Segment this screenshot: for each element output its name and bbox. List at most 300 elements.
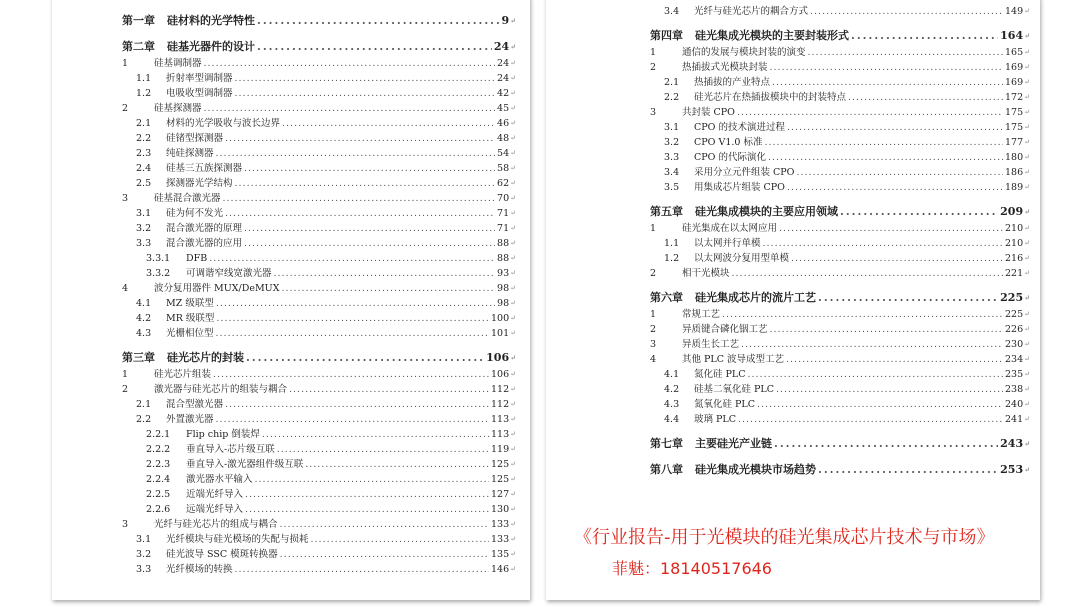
toc-entry-page: 42 (497, 88, 510, 99)
toc-entry-page: 125 (490, 474, 510, 485)
paragraph-mark-icon: ↵ (1024, 400, 1030, 408)
toc-entry-page: 180 (1004, 152, 1024, 163)
report-title: 《行业报告-用于光模块的硅光集成芯片技术与市场》 (574, 527, 995, 548)
paragraph-mark-icon: ↵ (510, 445, 516, 453)
toc-entry-page: 45 (497, 103, 510, 114)
toc-entry[interactable] (122, 161, 516, 176)
toc-entry[interactable] (122, 487, 516, 502)
toc-entry-title: 混合激光器的应用 (166, 238, 243, 249)
toc-entry[interactable] (122, 191, 516, 206)
toc-entry[interactable] (122, 472, 516, 487)
toc-entry[interactable] (122, 442, 516, 457)
toc-entry-title: 折射率型调制器 (166, 73, 233, 84)
toc-entry[interactable] (122, 236, 516, 251)
toc-entry[interactable] (650, 322, 1030, 337)
paragraph-mark-icon: ↵ (1024, 340, 1030, 348)
toc-entry[interactable] (650, 150, 1030, 165)
toc-entry[interactable] (650, 45, 1030, 60)
toc-entry[interactable] (122, 296, 516, 311)
paragraph-mark-icon: ↵ (1024, 108, 1030, 116)
toc-entry-number: 4.2 (136, 313, 152, 324)
toc-entry-number: 4.3 (136, 328, 152, 339)
toc-entry[interactable] (122, 146, 516, 161)
paragraph-mark-icon: ↵ (510, 74, 516, 82)
toc-entry[interactable] (650, 135, 1030, 150)
toc-entry-number: 3.2 (136, 223, 152, 234)
toc-entry[interactable] (650, 266, 1030, 281)
paragraph-mark-icon: ↵ (510, 565, 516, 573)
toc-entry-title: 硅光集成在以太网应用 (682, 223, 778, 234)
toc-entry-page: 100 (490, 313, 510, 324)
toc-dot-leader (246, 348, 484, 367)
paragraph-mark-icon: ↵ (510, 269, 516, 277)
toc-entry-page: 24 (497, 58, 510, 69)
toc-entry-title: 异质键合磷化铟工艺 (682, 324, 768, 335)
toc-entry[interactable] (122, 101, 516, 116)
toc-entry[interactable] (650, 105, 1030, 120)
toc-dot-leader (225, 397, 489, 412)
toc-entry-page: 226 (1004, 324, 1024, 335)
toc-entry-number: 3.3 (136, 564, 152, 575)
toc-entry-number: 2.3 (136, 148, 152, 159)
toc-dot-leader (722, 307, 1003, 322)
paragraph-mark-icon: ↵ (1024, 168, 1030, 176)
paragraph-mark-icon: ↵ (510, 460, 516, 468)
toc-entry-title: 探测器光学结构 (166, 178, 233, 189)
toc-entry[interactable] (650, 382, 1030, 397)
toc-dot-leader (244, 221, 495, 236)
toc-entry-number: 第五章 (650, 205, 683, 218)
toc-entry-page: 54 (497, 148, 510, 159)
toc-entry[interactable] (122, 71, 516, 86)
toc-entry[interactable] (650, 307, 1030, 322)
toc-entry[interactable] (650, 90, 1030, 105)
toc-entry-page: 172 (1004, 92, 1024, 103)
paragraph-mark-icon: ↵ (510, 415, 516, 423)
toc-entry[interactable] (650, 60, 1030, 75)
paragraph-mark-icon: ↵ (1024, 465, 1030, 474)
toc-dot-leader (277, 442, 489, 457)
toc-entry[interactable] (122, 311, 516, 326)
toc-entry-number: 3.3 (664, 152, 680, 163)
toc-dot-leader (848, 90, 1003, 105)
toc-list-left (52, 4, 530, 577)
toc-entry-title: CPO 的技术演进过程 (694, 122, 785, 133)
toc-entry-title: CPO V1.0 标准 (694, 137, 763, 148)
paragraph-mark-icon: ↵ (510, 254, 516, 262)
toc-dot-leader (204, 101, 496, 116)
toc-entry-page: 130 (490, 504, 510, 515)
paragraph-mark-icon: ↵ (510, 329, 516, 337)
toc-entry-number: 3.3 (136, 238, 152, 249)
toc-entry-title: 外置激光器 (166, 414, 214, 425)
toc-dot-leader (787, 180, 1003, 195)
toc-dot-leader (772, 75, 1003, 90)
toc-entry-number: 2.5 (136, 178, 152, 189)
toc-entry[interactable] (122, 251, 516, 266)
toc-entry-page: 127 (490, 489, 510, 500)
toc-entry-title: 用集成芯片组装 CPO (694, 182, 785, 193)
toc-entry-number: 第七章 (650, 437, 683, 450)
toc-entry-page: 133 (490, 519, 510, 530)
toc-entry-title: 硅光集成光模块的主要封装形式 (695, 29, 849, 42)
toc-entry-page: 216 (1004, 253, 1024, 264)
toc-dot-leader (213, 367, 489, 382)
paragraph-mark-icon: ↵ (510, 224, 516, 232)
toc-dot-leader (274, 266, 496, 281)
toc-entry[interactable] (650, 4, 1030, 19)
toc-entry[interactable] (650, 180, 1030, 195)
toc-entry-title: 远端光纤导入 (186, 504, 244, 515)
toc-chapter-entry[interactable] (122, 37, 516, 56)
toc-entry-title: 光栅相位型 (166, 328, 214, 339)
toc-entry-number: 3 (122, 193, 129, 204)
toc-entry-number: 2.2 (136, 133, 152, 144)
toc-entry-number: 3.1 (136, 208, 152, 219)
toc-dot-leader (810, 4, 1003, 19)
toc-entry-title: 氮化硅 PLC (694, 369, 746, 380)
toc-entry[interactable] (122, 547, 516, 562)
toc-entry-title: MR 级联型 (166, 313, 215, 324)
toc-entry[interactable] (650, 236, 1030, 251)
toc-entry-number: 4.3 (664, 399, 680, 410)
toc-entry-page: 175 (1004, 122, 1024, 133)
toc-entry-page: 210 (1004, 238, 1024, 249)
toc-entry[interactable] (650, 120, 1030, 135)
paragraph-mark-icon: ↵ (510, 59, 516, 67)
toc-entry-title: 硅光芯片组装 (154, 369, 212, 380)
toc-entry-page: 71 (497, 208, 510, 219)
toc-entry-page: 24 (497, 73, 510, 84)
toc-entry-page: 71 (497, 223, 510, 234)
toc-dot-leader (280, 547, 489, 562)
toc-entry-number: 3.1 (664, 122, 680, 133)
paragraph-mark-icon: ↵ (510, 239, 516, 247)
toc-entry[interactable] (122, 176, 516, 191)
toc-entry-title: 硅光集成芯片的流片工艺 (695, 291, 816, 304)
toc-dot-leader (225, 131, 495, 146)
toc-entry-page: 177 (1004, 137, 1024, 148)
toc-entry-number: 第四章 (650, 29, 683, 42)
toc-entry[interactable] (122, 367, 516, 382)
toc-entry-title: 垂直导入-芯片级互联 (186, 444, 275, 455)
paragraph-mark-icon: ↵ (510, 42, 516, 51)
toc-entry-number: 第三章 (122, 351, 155, 364)
toc-entry-page: 125 (490, 459, 510, 470)
toc-entry-page: 210 (1004, 223, 1024, 234)
paragraph-mark-icon: ↵ (1024, 355, 1030, 363)
toc-entry-page: 88 (497, 253, 510, 264)
toc-entry-title: 硅基光器件的设计 (167, 40, 255, 53)
toc-entry-number: 1 (122, 58, 129, 69)
toc-entry-number: 2.1 (136, 118, 152, 129)
paragraph-mark-icon: ↵ (510, 550, 516, 558)
toc-entry[interactable] (650, 251, 1030, 266)
paragraph-mark-icon: ↵ (510, 353, 516, 362)
toc-entry[interactable] (122, 56, 516, 71)
toc-entry-title: 以太网并行单模 (694, 238, 761, 249)
toc-chapter-entry[interactable] (650, 434, 1030, 453)
toc-entry[interactable] (122, 502, 516, 517)
paragraph-mark-icon: ↵ (1024, 183, 1030, 191)
paragraph-mark-icon: ↵ (510, 179, 516, 187)
toc-entry-page: 62 (497, 178, 510, 189)
toc-entry-title: 以太网波分复用型单模 (694, 253, 790, 264)
toc-entry-page: 133 (490, 534, 510, 545)
toc-chapter-entry[interactable] (122, 348, 516, 367)
toc-entry[interactable] (650, 397, 1030, 412)
toc-entry-title: 硅基调制器 (154, 58, 202, 69)
toc-entry-number: 4.4 (664, 414, 680, 425)
toc-page-right (546, 0, 1040, 600)
toc-entry[interactable] (122, 326, 516, 341)
toc-entry-number: 1 (122, 369, 129, 380)
toc-entry-title: 热插拔式光模块封装 (682, 62, 768, 73)
toc-entry[interactable] (122, 86, 516, 101)
toc-dot-leader (244, 236, 495, 251)
toc-entry-number: 3.2 (136, 549, 152, 560)
toc-entry[interactable] (122, 457, 516, 472)
toc-entry[interactable] (122, 562, 516, 577)
toc-entry-title: 异质生长工艺 (682, 339, 740, 350)
toc-entry-page: 58 (497, 163, 510, 174)
toc-entry-page: 88 (497, 238, 510, 249)
toc-entry-page: 70 (497, 193, 510, 204)
toc-dot-leader (262, 427, 489, 442)
toc-dot-leader (757, 397, 1003, 412)
toc-entry[interactable] (122, 397, 516, 412)
paragraph-mark-icon: ↵ (1024, 325, 1030, 333)
toc-dot-leader (786, 352, 1003, 367)
toc-entry[interactable] (122, 266, 516, 281)
toc-entry-number: 4.1 (664, 369, 680, 380)
toc-entry-number: 第二章 (122, 40, 155, 53)
toc-entry-number: 2.2.3 (146, 459, 171, 470)
paragraph-mark-icon: ↵ (1024, 439, 1030, 448)
toc-entry-title: 共封装 CPO (682, 107, 735, 118)
toc-entry-title: 垂直导入-激光器组件级互联 (186, 459, 304, 470)
toc-dot-leader (311, 532, 489, 547)
toc-entry-page: 186 (1004, 167, 1024, 178)
toc-entry[interactable] (122, 382, 516, 397)
paragraph-mark-icon: ↵ (510, 164, 516, 172)
paragraph-mark-icon: ↵ (510, 475, 516, 483)
toc-entry-number: 3.3.2 (146, 268, 171, 279)
toc-dot-leader (204, 56, 496, 71)
toc-entry-number: 2.4 (136, 163, 152, 174)
toc-chapter-entry[interactable] (650, 26, 1030, 45)
toc-entry-number: 4.1 (136, 298, 152, 309)
paragraph-mark-icon: ↵ (1024, 48, 1030, 56)
toc-entry-page: 230 (1004, 339, 1024, 350)
paragraph-mark-icon: ↵ (510, 284, 516, 292)
toc-entry-number: 1 (650, 47, 657, 58)
toc-dot-leader (245, 502, 489, 517)
paragraph-mark-icon: ↵ (510, 505, 516, 513)
toc-dot-leader (808, 45, 1003, 60)
toc-entry[interactable] (650, 165, 1030, 180)
toc-entry[interactable] (650, 412, 1030, 427)
paragraph-mark-icon: ↵ (1024, 310, 1030, 318)
toc-entry[interactable] (650, 337, 1030, 352)
toc-dot-leader (748, 367, 1003, 382)
toc-list-right (546, 4, 1040, 479)
paragraph-mark-icon: ↵ (510, 16, 516, 25)
toc-chapter-entry[interactable] (122, 11, 516, 30)
toc-dot-leader (223, 191, 496, 206)
toc-entry-title: 通信的发展与模块封装的演变 (682, 47, 806, 58)
toc-entry-page: 48 (497, 133, 510, 144)
toc-entry-page: 46 (497, 118, 510, 129)
toc-entry-page: 106 (490, 369, 510, 380)
toc-entry-number: 4.2 (664, 384, 680, 395)
toc-entry-title: MZ 级联型 (166, 298, 214, 309)
toc-entry-page: 101 (490, 328, 510, 339)
toc-entry[interactable] (122, 131, 516, 146)
toc-entry[interactable] (650, 75, 1030, 90)
paragraph-mark-icon: ↵ (1024, 138, 1030, 146)
toc-page-left (52, 0, 530, 600)
toc-entry[interactable] (122, 532, 516, 547)
toc-entry-number: 1 (650, 309, 657, 320)
paragraph-mark-icon: ↵ (1024, 153, 1030, 161)
toc-dot-leader (244, 161, 495, 176)
toc-entry-number: 2.2.2 (146, 444, 171, 455)
toc-entry-title: 可调谐窄线宽激光器 (186, 268, 272, 279)
toc-dot-leader (776, 382, 1003, 397)
toc-entry-title: 主要硅光产业链 (695, 437, 772, 450)
toc-entry[interactable] (650, 352, 1030, 367)
paragraph-mark-icon: ↵ (1024, 78, 1030, 86)
toc-entry-page: 119 (490, 444, 510, 455)
toc-entry-number: 第六章 (650, 291, 683, 304)
toc-chapter-entry[interactable] (650, 460, 1030, 479)
toc-entry-page: 165 (1004, 47, 1024, 58)
toc-dot-leader (763, 236, 1003, 251)
paragraph-mark-icon: ↵ (510, 299, 516, 307)
toc-entry-number: 2.2 (664, 92, 680, 103)
toc-entry[interactable] (122, 206, 516, 221)
toc-entry-title: 热插拔的产业特点 (694, 77, 771, 88)
paragraph-mark-icon: ↵ (1024, 254, 1030, 262)
toc-entry-title: 硅光芯片的封装 (167, 351, 244, 364)
toc-entry-number: 2 (122, 384, 129, 395)
toc-entry-title: 硅基三五族探测器 (166, 163, 243, 174)
toc-entry[interactable] (122, 412, 516, 427)
toc-dot-leader (216, 311, 489, 326)
paragraph-mark-icon: ↵ (1024, 415, 1030, 423)
toc-entry[interactable] (122, 221, 516, 236)
toc-entry-title: 硅为何不发光 (166, 208, 224, 219)
paragraph-mark-icon: ↵ (510, 370, 516, 378)
toc-entry-title: DFB (186, 253, 208, 264)
toc-dot-leader (738, 412, 1003, 427)
toc-entry-page: 149 (1004, 6, 1024, 17)
toc-entry[interactable] (122, 517, 516, 532)
toc-entry-page: 93 (497, 268, 510, 279)
toc-dot-leader (235, 86, 496, 101)
toc-dot-leader (235, 71, 496, 86)
paragraph-mark-icon: ↵ (1024, 385, 1030, 393)
toc-entry-page: 113 (490, 429, 510, 440)
paragraph-mark-icon: ↵ (510, 520, 516, 528)
toc-dot-leader (305, 457, 489, 472)
toc-entry-page: 113 (490, 414, 510, 425)
paragraph-mark-icon: ↵ (510, 209, 516, 217)
toc-entry-number: 1.2 (136, 88, 152, 99)
toc-entry-title: 硅光芯片在热插拔模块中的封装特点 (694, 92, 847, 103)
toc-chapter-entry[interactable] (650, 288, 1030, 307)
toc-entry-page: 209 (1000, 205, 1024, 218)
paragraph-mark-icon: ↵ (1024, 207, 1030, 216)
toc-entry-number: 3.4 (664, 6, 680, 17)
toc-entry[interactable] (122, 427, 516, 442)
toc-entry[interactable] (650, 221, 1030, 236)
toc-entry-number: 第一章 (122, 14, 155, 27)
toc-entry-page: 98 (497, 298, 510, 309)
paragraph-mark-icon: ↵ (510, 385, 516, 393)
toc-entry-number: 3.1 (136, 534, 152, 545)
toc-entry-page: 24 (493, 40, 510, 53)
paragraph-mark-icon: ↵ (510, 430, 516, 438)
toc-entry-page: 234 (1004, 354, 1024, 365)
toc-chapter-entry[interactable] (650, 202, 1030, 221)
toc-dot-leader (737, 105, 1003, 120)
toc-entry-page: 135 (490, 549, 510, 560)
toc-dot-leader (732, 266, 1003, 281)
paragraph-mark-icon: ↵ (1024, 269, 1030, 277)
toc-dot-leader (770, 322, 1003, 337)
toc-dot-leader (818, 288, 998, 307)
toc-entry-number: 1.2 (664, 253, 680, 264)
toc-dot-leader (282, 116, 495, 131)
paragraph-mark-icon: ↵ (510, 119, 516, 127)
toc-entry-title: 纯硅探测器 (166, 148, 214, 159)
toc-entry[interactable] (650, 367, 1030, 382)
toc-entry-number: 2.2.4 (146, 474, 171, 485)
paragraph-mark-icon: ↵ (1024, 7, 1030, 15)
toc-dot-leader (235, 562, 489, 577)
toc-entry-title: 光纤与硅光芯片的组成与耦合 (154, 519, 278, 530)
toc-entry-title: 硅锗型探测器 (166, 133, 224, 144)
toc-entry-page: 189 (1004, 182, 1024, 193)
paragraph-mark-icon: ↵ (510, 535, 516, 543)
toc-entry-title: 硅基探测器 (154, 103, 202, 114)
toc-dot-leader (770, 60, 1003, 75)
toc-entry-title: 硅光集成光模块市场趋势 (695, 463, 816, 476)
toc-entry-title: 氮氧化硅 PLC (694, 399, 755, 410)
toc-entry-page: 9 (501, 14, 510, 27)
paragraph-mark-icon: ↵ (1024, 370, 1030, 378)
toc-entry[interactable] (122, 281, 516, 296)
paragraph-mark-icon: ↵ (510, 400, 516, 408)
toc-dot-leader (216, 146, 496, 161)
toc-entry-title: 采用分立元件组装 CPO (694, 167, 795, 178)
toc-entry-title: 激光器水平输入 (186, 474, 253, 485)
toc-entry-page: 240 (1004, 399, 1024, 410)
toc-entry-number: 2.2 (136, 414, 152, 425)
toc-dot-leader (851, 26, 998, 45)
paragraph-mark-icon: ↵ (1024, 123, 1030, 131)
toc-entry-page: 175 (1004, 107, 1024, 118)
toc-dot-leader (764, 135, 1003, 150)
toc-entry[interactable] (122, 116, 516, 131)
toc-entry-page: 225 (1004, 309, 1024, 320)
toc-entry-title: 玻璃 PLC (694, 414, 736, 425)
toc-entry-number: 3 (650, 339, 657, 350)
toc-entry-title: 近端光纤导入 (186, 489, 244, 500)
toc-dot-leader (787, 120, 1003, 135)
